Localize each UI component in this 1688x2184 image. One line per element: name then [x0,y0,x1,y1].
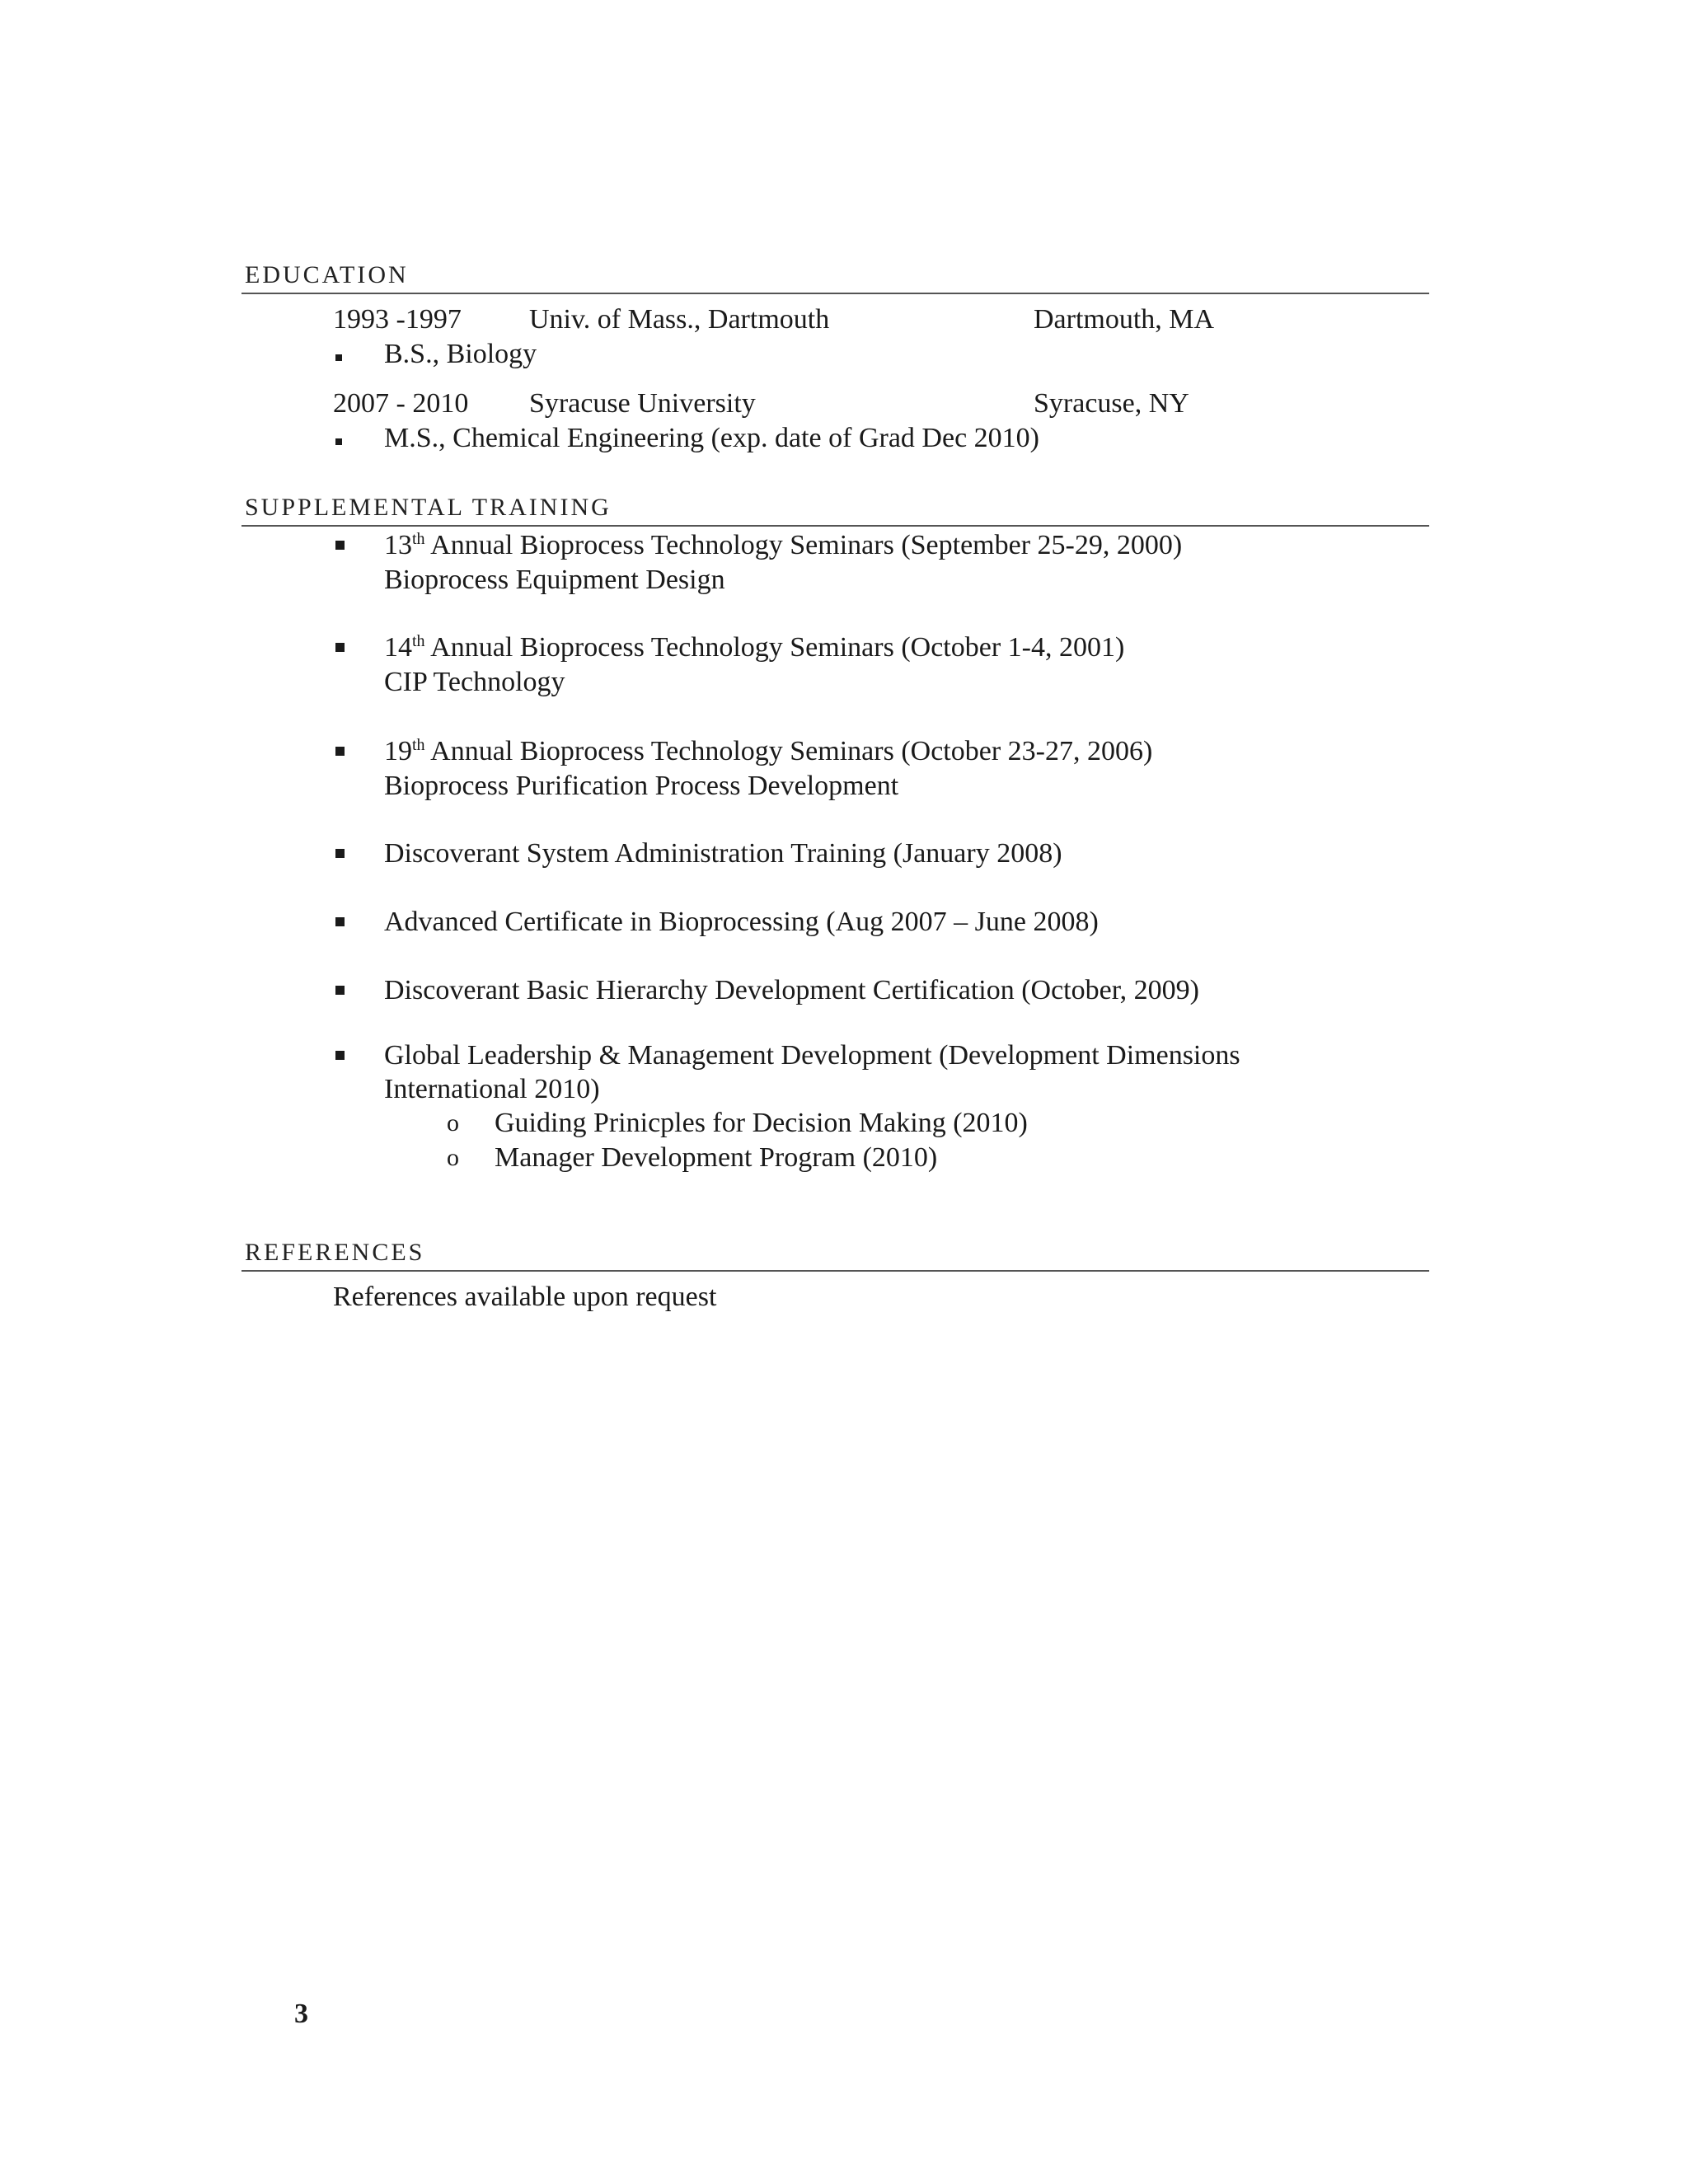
bullet-icon [335,986,345,995]
training-item-title: Advanced Certificate in Bioprocessing (Aug 2007 – June 2008) [384,907,1099,937]
bullet-icon [335,541,345,550]
bullet-icon [335,747,345,756]
training-item-title: Discoverant System Administration Training (January 2008) [384,838,1062,869]
page-number: 3 [294,1999,308,2029]
training-item-title: Discoverant Basic Hierarchy Development Certification (October, 2009) [384,975,1200,1005]
education-institution: Syracuse University [529,388,756,419]
education-degree: B.S., Biology [384,339,537,369]
bullet-icon [335,917,345,926]
education-divider [241,293,1429,294]
bullet-icon [335,1051,345,1060]
training-item-subtitle: Bioprocess Purification Process Development [384,771,899,801]
bullet-icon [335,354,342,361]
bullet-icon [335,849,345,858]
training-subitem: Manager Development Program (2010) [495,1142,938,1173]
training-heading: SUPPLEMENTAL TRAINING [245,494,612,521]
training-item-subtitle: Bioprocess Equipment Design [384,565,725,595]
education-heading: EDUCATION [245,261,409,288]
references-heading: REFERENCES [245,1239,425,1266]
circle-bullet-icon: o [447,1109,459,1137]
bullet-icon [335,643,345,652]
references-divider [241,1270,1429,1272]
training-item-title: 14th Annual Bioprocess Technology Seminars (October 1-4, 2001) [384,632,1125,663]
bullet-icon [335,438,342,445]
training-subitem: Guiding Prinicples for Decision Making (2010) [495,1108,1028,1138]
training-item-subtitle: CIP Technology [384,667,565,697]
education-years: 2007 - 2010 [333,388,469,419]
training-divider [241,525,1429,527]
education-location: Syracuse, NY [1034,388,1189,419]
education-location: Dartmouth, MA [1034,304,1215,335]
training-item-title: Global Leadership & Management Development (Development Dimensions [384,1040,1240,1071]
education-institution: Univ. of Mass., Dartmouth [529,304,830,335]
training-item-title: 19th Annual Bioprocess Technology Seminars (October 23-27, 2006) [384,736,1153,766]
education-years: 1993 -1997 [333,304,462,335]
circle-bullet-icon: o [447,1144,459,1171]
education-degree: M.S., Chemical Engineering (exp. date of Grad Dec 2010) [384,423,1039,453]
training-item-title: 13th Annual Bioprocess Technology Seminars (September 25-29, 2000) [384,530,1183,560]
references-text: References available upon request [333,1282,717,1312]
training-item-title-continued: International 2010) [384,1074,600,1104]
